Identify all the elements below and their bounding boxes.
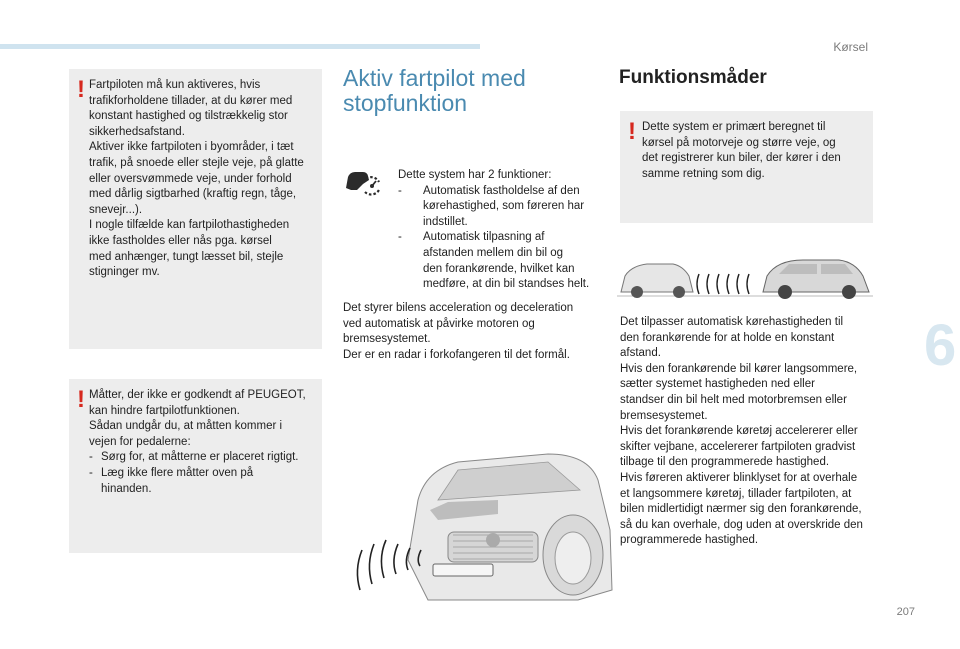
cruise-control-icon: [343, 168, 381, 196]
text-line: hinanden.: [101, 482, 152, 495]
text-line: Det tilpasser automatisk kørehastigheden til: [620, 316, 844, 328]
text-line: ved automatisk at påvirke motoren og: [343, 317, 535, 330]
heading-line: stopfunktion: [343, 90, 468, 116]
warning-icon: !: [77, 386, 85, 413]
list-item: [89, 466, 321, 497]
text-line: konstant hastighed og tilstrækkelig stor: [89, 110, 288, 123]
text-line: med dårlig sigtbarhed (kraftig regn, tåge,: [89, 188, 297, 201]
text-line: snevejr...).: [89, 203, 143, 216]
list-dash: -: [398, 231, 402, 244]
text-line: Hvis den forankørende bil kører langsommere,: [620, 362, 858, 375]
text-line: kørsel på motorveje og større veje, og: [642, 136, 836, 149]
car-front-radar-illustration: [348, 440, 614, 610]
text-line: Fartpiloten må kun aktiveres, hvis: [89, 79, 261, 91]
section-heading: [343, 66, 583, 116]
radar-description: [343, 301, 603, 363]
warning-text: [89, 388, 321, 497]
functions-description: [620, 315, 876, 549]
text-line: I nogle tilfælde kan fartpilothastigheden: [89, 219, 290, 232]
text-line: den forankørende, hvilket kan: [423, 262, 575, 275]
text-line: den forankørende for at holde en konstant: [620, 331, 835, 344]
warning-text: [89, 78, 319, 281]
text-line: afstand.: [620, 347, 661, 360]
functions-heading: Funktionsmåder: [619, 67, 767, 88]
text-line: sikkerhedsafstand.: [89, 125, 185, 138]
text-line: skifter vejbane, accelererer fartpiloten gradvist: [620, 440, 856, 453]
warning-text: [642, 120, 870, 182]
functions-intro: [398, 168, 598, 293]
warning-box-floor-mats: [69, 379, 322, 553]
text-line: ikke fastholdes eller nås pga. kørsel: [89, 234, 272, 247]
text-line: medføre, at din bil standses helt.: [423, 278, 590, 291]
list-dash: -: [398, 184, 402, 197]
text-line: afstanden mellem din bil og: [423, 246, 563, 259]
text-line: Hvis det forankørende køretøj accelererer eller: [620, 425, 858, 438]
text-line: Sørg for, at måtterne er placeret rigtigt.: [101, 451, 299, 464]
text-line: bilen midlertidigt nærmer sig den forankørende,: [620, 503, 862, 516]
chapter-number: 6: [924, 313, 957, 378]
warning-icon: !: [77, 76, 85, 103]
text-line: så du kan overhale, dog uden at overskride den: [620, 518, 863, 531]
text-line: trafik, på snoede eller stejle veje, på glatte: [89, 156, 304, 169]
text-line: Læg ikke flere måtter oven på: [101, 466, 254, 479]
header-bar: [0, 44, 480, 49]
text-line: det registrerer kun biler, der kører i den: [642, 152, 841, 165]
text-line: programmerede hastighed.: [620, 534, 759, 547]
text-line: Dette system har 2 funktioner:: [398, 169, 552, 181]
cars-following-radar-illustration: [617, 252, 873, 302]
text-line: trafikforholdene tillader, at du kører med: [89, 94, 293, 107]
heading-line: Aktiv fartpilot med: [343, 65, 526, 91]
warning-box-road-types: [620, 111, 873, 223]
text-line: samme retning som dig.: [642, 167, 765, 180]
warning-box-cruise-conditions: [69, 69, 322, 349]
text-line: Automatisk tilpasning af: [423, 231, 545, 244]
text-line: Der er en radar i forkofangeren til det formål.: [343, 348, 570, 361]
text-line: et langsommere køretøj, tillader fartpiloten, at: [620, 487, 852, 500]
text-line: med anhænger, tungt læsset bil, stejle: [89, 250, 284, 263]
text-line: bremsesystemet.: [343, 333, 431, 346]
text-line: Måtter, der ikke er godkendt af PEUGEOT,: [89, 389, 306, 401]
list-dash: -: [89, 451, 93, 464]
text-line: standser din bil helt med motorbremsen eller: [620, 393, 847, 406]
list-item: [398, 184, 598, 231]
text-line: bremsesystemet.: [620, 409, 708, 422]
text-line: stigninger mv.: [89, 266, 160, 279]
text-line: Det styrer bilens acceleration og deceleration: [343, 302, 574, 314]
list-item: [398, 230, 598, 292]
page-number: 207: [896, 606, 915, 618]
text-line: sætter systemet hastigheden ned eller: [620, 378, 815, 391]
warning-icon: !: [628, 118, 636, 145]
text-line: eller oversvømmede veje, under forhold: [89, 172, 292, 185]
text-line: vejen for pedalerne:: [89, 435, 191, 448]
list-dash: -: [89, 466, 93, 479]
list-item: [89, 450, 321, 466]
text-line: Aktiver ikke fartpiloten i byområder, i tæt: [89, 141, 294, 154]
text-line: Hvis føreren aktiverer blinklyset for at overhale: [620, 471, 858, 484]
text-line: indstillet.: [423, 215, 468, 228]
text-line: Sådan undgår du, at måtten kommer i: [89, 420, 283, 433]
text-line: tilbage til den programmerede hastighed.: [620, 456, 830, 469]
text-line: kørehastighed, som føreren har: [423, 200, 585, 213]
chapter-tab: [924, 305, 960, 425]
text-line: Automatisk fastholdelse af den: [423, 184, 580, 197]
text-line: kan hindre fartpilotfunktionen.: [89, 404, 240, 417]
text-line: Dette system er primært beregnet til: [642, 121, 826, 133]
section-title: Kørsel: [833, 40, 868, 54]
